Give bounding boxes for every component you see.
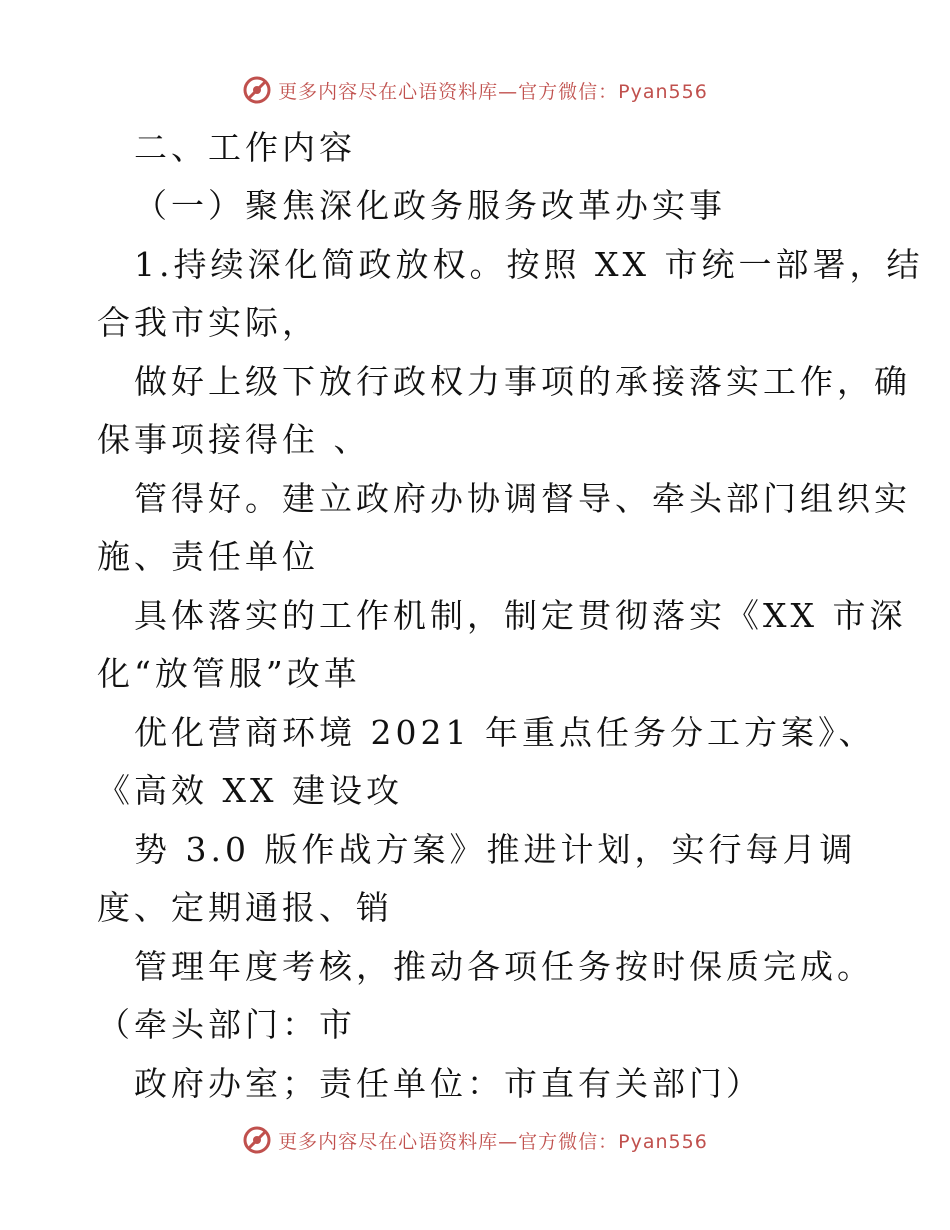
watermark-text: 更多内容尽在心语资料库—官方微信：Pyan556 <box>278 80 708 103</box>
subsection-heading: （一）聚焦深化政务服务改革办实事 <box>134 186 726 225</box>
watermark-text: 更多内容尽在心语资料库—官方微信：Pyan556 <box>278 1130 708 1153</box>
watermark-footer <box>0 1120 950 1160</box>
text-line: 《高效 XX 建设攻 <box>97 771 403 810</box>
text-line: （牵头部门：市 <box>97 1005 356 1044</box>
text-line: 具体落实的工作机制，制定贯彻落实《XX 市深 <box>134 596 907 635</box>
text-line: 管得好。建立政府办协调督导、牵头部门组织实 <box>134 479 911 518</box>
text-line: 化“放管服”改革 <box>97 654 361 693</box>
text-line: 优化营商环境 2021 年重点任务分工方案》、 <box>134 713 876 752</box>
text-line: 政府办室；责任单位：市直有关部门） <box>134 1064 763 1103</box>
text-line: 度、定期通报、销 <box>97 888 393 927</box>
text-line: 1.持续深化简政放权。按照 XX 市统一部署，结 <box>134 245 924 284</box>
text-line: 势 3.0 版作战方案》推进计划，实行每月调 <box>134 830 857 869</box>
text-line: 管理年度考核，推动各项任务按时保质完成。 <box>134 947 874 986</box>
text-line: 保事项接得住 、 <box>97 420 371 459</box>
text-line: 施、责任单位 <box>97 537 319 576</box>
text-line: 合我市实际， <box>97 303 319 342</box>
text-line: 做好上级下放行政权力事项的承接落实工作，确 <box>134 362 911 401</box>
watermark-header <box>0 70 950 110</box>
logo-icon <box>242 1125 272 1155</box>
logo-icon <box>242 75 272 105</box>
section-heading: 二、工作内容 <box>134 128 356 167</box>
